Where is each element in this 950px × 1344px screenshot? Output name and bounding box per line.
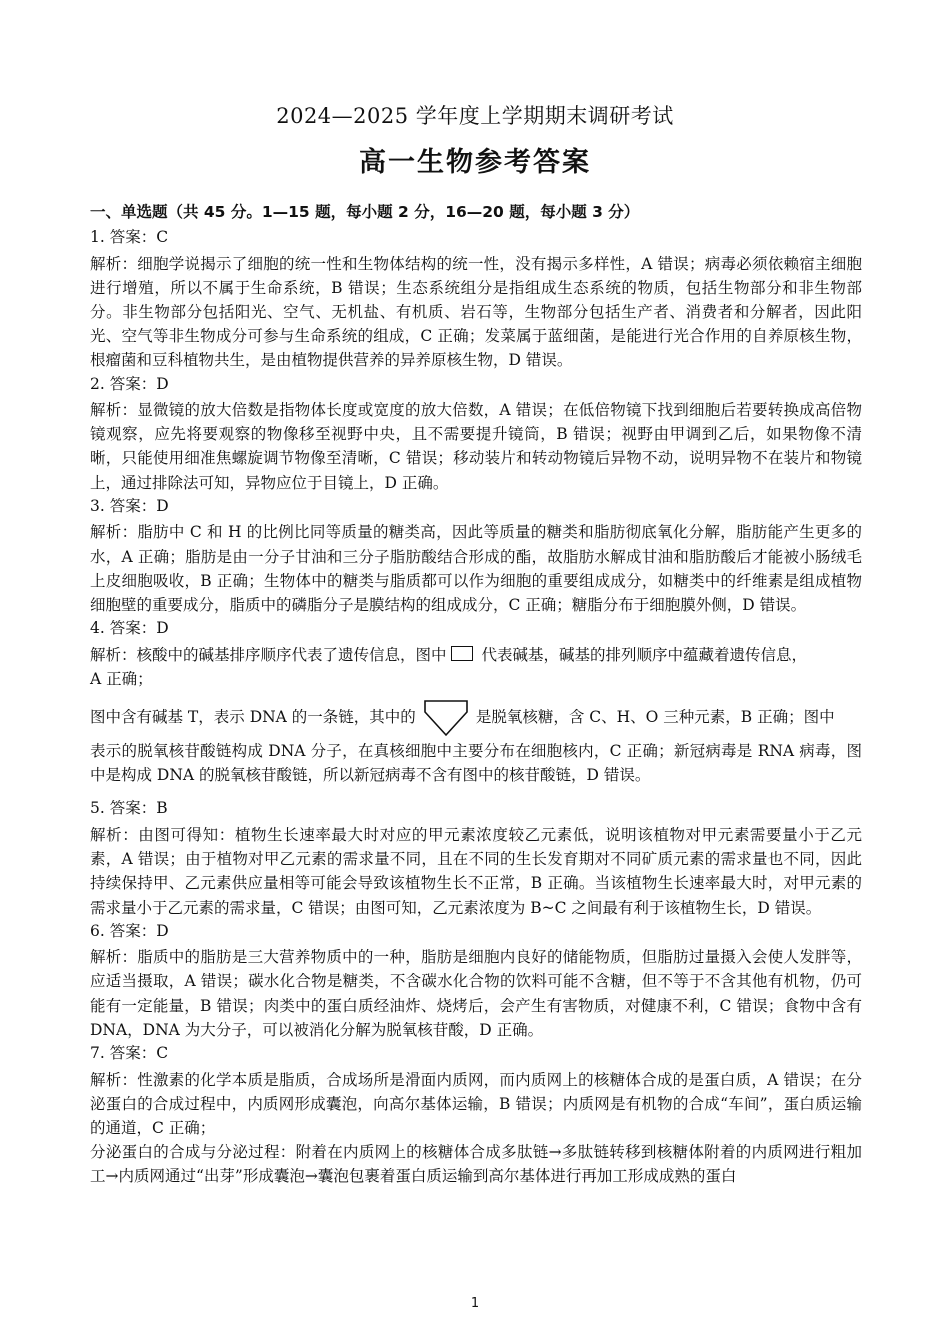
explanation (90, 643, 862, 667)
question-1 (90, 226, 862, 373)
answer-line: 4. 答案：D (90, 619, 169, 638)
question-2 (90, 373, 862, 495)
answer-line: 2. 答案：D (90, 374, 169, 393)
explanation: 解析：由图可得知：植物生长速率最大时对应的甲元素浓度较乙元素低，说明该植物对甲元素需要量小于乙元素，A 错误；由于植物对甲乙元素的需求量不同，且在不同的生长发育期对不同矿质元素的需求量也不同，因此持续保持甲、乙元素供应量相等可能会导致该植物生长不正常，B 正确。当该植物生长速率最大时，对甲元素的需求量小于乙元素的需求量，C 错误；由图可知，乙元素浓度为 B~C 之间最有利于该植物生长，D 错误。 (90, 825, 862, 917)
deoxyribose-pentagon-icon (422, 698, 470, 738)
answer-line: 3. 答案：D (90, 496, 169, 515)
answer-line: 5. 答案：B (90, 799, 168, 818)
explanation: 解析：脂质中的脂肪是三大营养物质中的一种，脂肪是细胞内良好的储能物质，但脂肪过量摄入会使人发胖等，应适当摄取，A 错误；碳水化合物是糖类，不含碳水化合物的饮料可能不含糖，但不等于不含其他有机物，仍可能有一定能量，B 错误；肉类中的蛋白质经油炸、烧烤后，会产生有害物质，对健康不利，C 错误；食物中含有 DNA，DNA 为大分子，可以被消化分解为脱氧核苷酸，D 正确。 (90, 948, 862, 1039)
explanation-part: 解析：核酸中的碱基排序顺序代表了遗传信息，图中 (90, 645, 447, 664)
section-heading: 一、单选题（共 45 分。1—15 题，每小题 2 分，16—20 题，每小题 3 分） (90, 203, 640, 221)
answers-body (90, 226, 862, 1189)
exam-title: 2024—2025 学年度上学期期末调研考试 (276, 104, 674, 128)
page-number: 1 (470, 1296, 480, 1311)
question-7 (90, 1042, 862, 1189)
explanation: 解析：显微镜的放大倍数是指物体长度或宽度的放大倍数，A 错误；在低倍物镜下找到细胞后若要转换成高倍物镜观察，应先将要观察的物像移至视野中央，且不需要提升镜筒，B 错误；视野由甲调到乙后，如果物像不清晰，只能使用细准焦螺旋调节物像至清晰，C 错误；移动装片和转动物镜后异物不动，说明异物不在装片和物镜上，通过排除法可知，异物应位于目镜上，D 正确。 (90, 401, 862, 492)
explanation-part: 图中含有碱基 T，表示 DNA 的一条链，其中的 (90, 708, 416, 727)
question-4 (90, 617, 862, 787)
answer-line: 7. 答案：C (90, 1044, 169, 1063)
explanation: 分泌蛋白的合成与分泌过程：附着在内质网上的核糖体合成多肽链→多肽链转移到核糖体附着的内质网进行粗加工→内质网通过“出芽”形成囊泡→囊泡包裹着蛋白质运输到高尔基体进行再加工形成成熟的蛋白 (90, 1143, 862, 1186)
base-rectangle-icon (451, 646, 473, 661)
explanation-part: 代表碱基，碱基的排列顺序中蕴藏着遗传信息， (476, 645, 807, 664)
question-6 (90, 920, 862, 1042)
explanation: 解析：性激素的化学本质是脂质，合成场所是滑面内质网，而内质网上的核糖体合成的是蛋白质，A 错误；在分泌蛋白的合成过程中，内质网形成囊泡，向高尔基体运输，B 错误；内质网是有机物的合成“车间”，蛋白质运输的通道，C 正确； (90, 1070, 862, 1137)
question-5 (90, 797, 862, 919)
explanation: 解析：脂肪中 C 和 H 的比例比同等质量的糖类高，因此等质量的糖类和脂肪彻底氧化分解，脂肪能产生更多的水，A 正确；脂肪是由一分子甘油和三分子脂肪酸结合形成的酯，故脂肪水解成甘油和脂肪酸后才能被小肠绒毛上皮细胞吸收，B 正确；生物体中的糖类与脂质都可以作为细胞的重要组成成分，如糖类中的纤维素是组成植物细胞壁的重要成分，脂质中的磷脂分子是膜结构的组成成分，C 正确；糖脂分布于细胞膜外侧，D 错误。 (90, 523, 862, 614)
explanation (90, 695, 862, 739)
explanation-part: 是脱氧核糖，含 C、H、O 三种元素，B 正确；图中 (475, 708, 835, 727)
answer-line: 6. 答案：D (90, 921, 169, 940)
answer-key-title: 高一生物参考答案 (359, 147, 591, 178)
explanation: A 正确； (90, 669, 153, 688)
explanation: 解析：细胞学说揭示了细胞的统一性和生物体结构的统一性，没有揭示多样性，A 错误；病毒必须依赖宿主细胞进行增殖，所以不属于生命系统，B 错误；生态系统组分是指组成生态系统的物质，包括生物部分和非生物部分。非生物部分包括阳光、空气、无机盐、有机质、岩石等，生物部分包括生产者、消费者和分解者，因此阳光、空气等非生物成分可参与生命系统的组成，C 正确；发菜属于蓝细菌，是能进行光合作用的自养原核生物，根瘤菌和豆科植物共生，是由植物提供营养的异养原核生物，D 错误。 (90, 254, 862, 370)
answer-line: 1. 答案：C (90, 228, 169, 246)
explanation: 表示的脱氧核苷酸链构成 DNA 分子，在真核细胞中主要分布在细胞核内，C 正确；新冠病毒是 RNA 病毒，图中是构成 DNA 的脱氧核苷酸链，所以新冠病毒不含有图中的核苷酸链，D 错误。 (90, 742, 862, 785)
question-3 (90, 495, 862, 617)
